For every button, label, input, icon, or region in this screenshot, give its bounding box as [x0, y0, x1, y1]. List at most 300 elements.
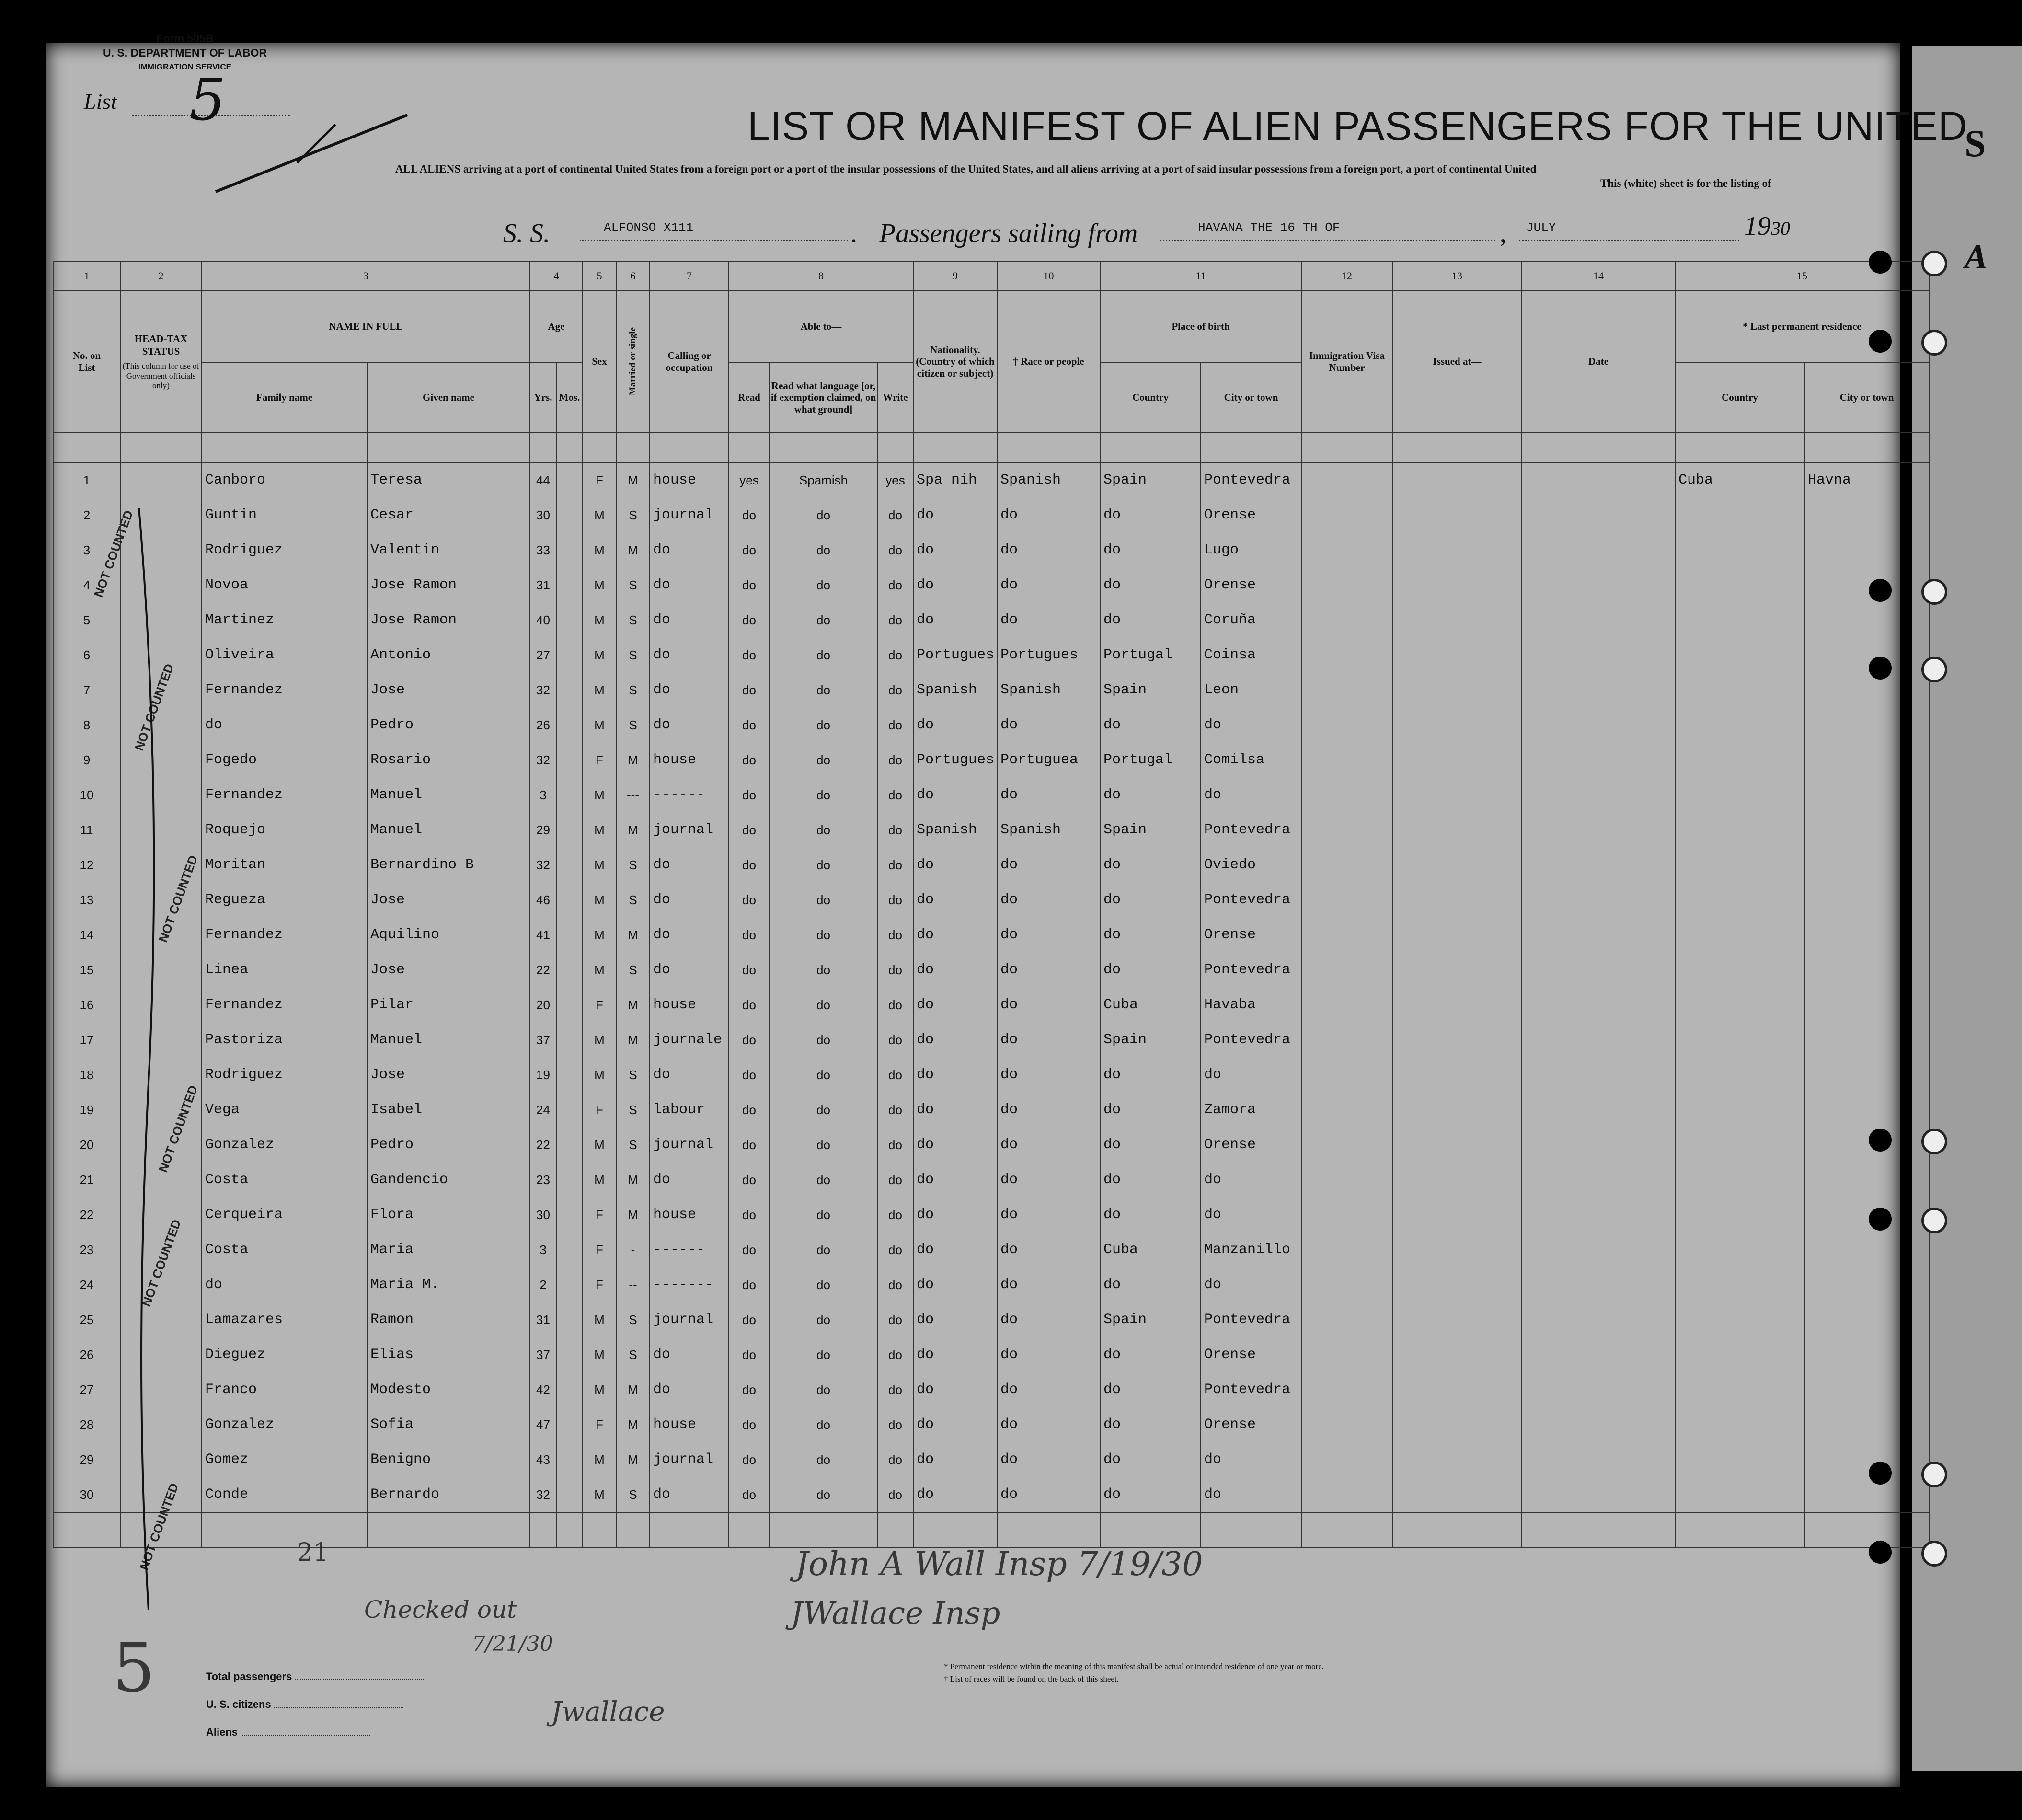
family-name: Rodriguez [202, 533, 367, 568]
can-read: do [729, 1093, 770, 1128]
age-years: 32 [530, 1477, 556, 1513]
can-write: do [877, 1233, 913, 1267]
sex: F [583, 1093, 616, 1128]
race: do [997, 1128, 1100, 1163]
birth-country: do [1100, 498, 1201, 533]
binder-ring [1921, 1208, 1947, 1233]
visa-date [1522, 1198, 1675, 1233]
column-number: 10 [997, 262, 1100, 290]
sex: F [583, 1407, 616, 1442]
visa-date [1522, 1023, 1675, 1058]
blank-cell [1201, 1513, 1301, 1547]
age-years: 47 [530, 1407, 556, 1442]
residence-city [1804, 1337, 1929, 1372]
residence-city [1804, 1128, 1929, 1163]
age-years: 23 [530, 1163, 556, 1198]
read-language: do [770, 1198, 877, 1233]
us-citizens-line [206, 1691, 424, 1718]
race: do [997, 953, 1100, 988]
race: do [997, 1198, 1100, 1233]
occupation: journal [650, 1128, 729, 1163]
not-counted-stamp: NOT COUNTED [91, 508, 136, 599]
can-write: do [877, 1407, 913, 1442]
family-name: Vega [202, 1093, 367, 1128]
age-years: 27 [530, 638, 556, 673]
binder-hole [1869, 1541, 1892, 1564]
header-race [997, 290, 1100, 433]
visa-date [1522, 1267, 1675, 1302]
birth-city: Leon [1201, 673, 1301, 708]
visa-number [1301, 918, 1392, 953]
marital-status: S [616, 883, 650, 918]
row-number: 6 [53, 638, 120, 673]
table-row [53, 1442, 1929, 1477]
visa-date [1522, 953, 1675, 988]
blank-cell [1804, 433, 1929, 462]
given-name: Maria M. [367, 1267, 530, 1302]
race: do [997, 568, 1100, 603]
table-row [53, 1337, 1929, 1372]
race: do [997, 603, 1100, 638]
nationality: do [913, 708, 997, 743]
can-read: yes [729, 462, 770, 498]
issued-at [1392, 988, 1522, 1023]
nationality: do [913, 568, 997, 603]
row-number: 24 [53, 1267, 120, 1302]
race: do [997, 498, 1100, 533]
residence-country [1675, 1058, 1804, 1093]
header-row-1 [53, 290, 1929, 362]
sex: M [583, 533, 616, 568]
can-write: do [877, 988, 913, 1023]
read-language: do [770, 1093, 877, 1128]
column-number: 15 [1675, 262, 1929, 290]
row-number: 27 [53, 1372, 120, 1407]
sex: F [583, 1267, 616, 1302]
residence-city [1804, 1233, 1929, 1267]
column-number-row [53, 262, 1929, 290]
blank-cell [53, 1513, 120, 1547]
nationality: Spa nih [913, 462, 997, 498]
footnote-races: † List of races will be found on the back of this sheet. [944, 1674, 1119, 1683]
binder-hole [1869, 1208, 1892, 1231]
issued-at [1392, 1058, 1522, 1093]
sex: M [583, 708, 616, 743]
marital-status: S [616, 1128, 650, 1163]
read-language: do [770, 1128, 877, 1163]
header-place-of-birth: Place of birth [1100, 290, 1301, 362]
table-row [53, 1302, 1929, 1337]
footnotes [944, 1660, 1324, 1685]
read-language: do [770, 988, 877, 1023]
header-text: No. on List [72, 350, 101, 373]
blank-cell [367, 1513, 530, 1547]
ss-label: S. S. [503, 219, 550, 248]
binder-ring [1921, 1541, 1947, 1567]
occupation: do [650, 568, 729, 603]
column-number: 8 [729, 262, 913, 290]
read-language: do [770, 1337, 877, 1372]
issued-at [1392, 813, 1522, 848]
list-number: 5 [189, 67, 226, 134]
residence-country [1675, 568, 1804, 603]
column-number: 9 [913, 262, 997, 290]
issued-at [1392, 673, 1522, 708]
given-name: Gandencio [367, 1163, 530, 1198]
blank-cell [997, 433, 1100, 462]
header-no-on-list [53, 290, 120, 433]
can-read: do [729, 1058, 770, 1093]
nationality: Spanish [913, 673, 997, 708]
family-name: Linea [202, 953, 367, 988]
visa-number [1301, 953, 1392, 988]
age-months [556, 918, 583, 953]
race: do [997, 918, 1100, 953]
age-years: 41 [530, 918, 556, 953]
age-years: 3 [530, 778, 556, 813]
nationality: do [913, 1093, 997, 1128]
read-language: do [770, 1233, 877, 1267]
read-language: do [770, 743, 877, 778]
visa-number [1301, 1128, 1392, 1163]
can-read: do [729, 708, 770, 743]
residence-city [1804, 1058, 1929, 1093]
binder-ring [1921, 330, 1947, 356]
given-name: Jose [367, 673, 530, 708]
occupation: house [650, 988, 729, 1023]
can-read: do [729, 1233, 770, 1267]
table-row [53, 1058, 1929, 1093]
visa-number [1301, 1267, 1392, 1302]
can-read: do [729, 1128, 770, 1163]
nationality: Spanish [913, 813, 997, 848]
family-name: Oliveira [202, 638, 367, 673]
header-name-in-full: NAME IN FULL [202, 290, 530, 362]
row-number: 28 [53, 1407, 120, 1442]
occupation: ------ [650, 1233, 729, 1267]
can-read: do [729, 1163, 770, 1198]
header-date: Date [1522, 290, 1675, 433]
separator-dot: . [850, 219, 857, 248]
family-name: do [202, 1267, 367, 1302]
issued-at [1392, 533, 1522, 568]
can-write: do [877, 1163, 913, 1198]
given-name: Pedro [367, 708, 530, 743]
blank-cell [1301, 1513, 1392, 1547]
birth-city: Orense [1201, 1128, 1301, 1163]
visa-number [1301, 638, 1392, 673]
occupation: do [650, 533, 729, 568]
blank-cell [1804, 1513, 1929, 1547]
sex: M [583, 813, 616, 848]
marital-status: -- [616, 1267, 650, 1302]
race: do [997, 1058, 1100, 1093]
occupation: ------ [650, 778, 729, 813]
age-months [556, 1163, 583, 1198]
age-years: 22 [530, 1128, 556, 1163]
occupation: do [650, 1372, 729, 1407]
birth-country: do [1100, 1407, 1201, 1442]
marital-status: - [616, 1233, 650, 1267]
age-years: 43 [530, 1442, 556, 1477]
blank-cell [616, 433, 650, 462]
row-number: 12 [53, 848, 120, 883]
race: do [997, 883, 1100, 918]
visa-number [1301, 568, 1392, 603]
family-name: Fernandez [202, 918, 367, 953]
visa-number [1301, 1442, 1392, 1477]
marital-status: M [616, 1163, 650, 1198]
issued-at [1392, 603, 1522, 638]
read-language: do [770, 533, 877, 568]
read-language: do [770, 603, 877, 638]
blank-cell [1100, 433, 1201, 462]
birth-city: do [1201, 1442, 1301, 1477]
given-name: Bernardino B [367, 848, 530, 883]
visa-date [1522, 498, 1675, 533]
age-months [556, 673, 583, 708]
race: Portugues [997, 638, 1100, 673]
given-name: Ramon [367, 1302, 530, 1337]
race: do [997, 1407, 1100, 1442]
age-months [556, 848, 583, 883]
dotted-line [295, 1679, 424, 1680]
table-row [53, 533, 1929, 568]
table-row [53, 1477, 1929, 1513]
table-row [53, 462, 1929, 498]
can-write: do [877, 708, 913, 743]
spacer-row [53, 433, 1929, 462]
age-months [556, 988, 583, 1023]
age-years: 33 [530, 533, 556, 568]
race: do [997, 1233, 1100, 1267]
total-passengers-line [206, 1663, 424, 1691]
binder-ring [1921, 579, 1947, 605]
marital-status: S [616, 673, 650, 708]
checked-out-note: Checked out [364, 1596, 517, 1624]
can-read: do [729, 953, 770, 988]
birth-country: do [1100, 1093, 1201, 1128]
header-calling [650, 290, 729, 433]
can-read: do [729, 743, 770, 778]
birth-country: do [1100, 1372, 1201, 1407]
race: Spanish [997, 813, 1100, 848]
family-name: Franco [202, 1372, 367, 1407]
nationality: do [913, 988, 997, 1023]
sex: F [583, 988, 616, 1023]
sailing-year [1744, 211, 1790, 242]
can-write: do [877, 1477, 913, 1513]
marital-status: --- [616, 778, 650, 813]
race: do [997, 533, 1100, 568]
read-language: do [770, 638, 877, 673]
given-name: Aquilino [367, 918, 530, 953]
age-months [556, 953, 583, 988]
can-write: do [877, 1302, 913, 1337]
issued-at [1392, 1442, 1522, 1477]
visa-date [1522, 1407, 1675, 1442]
can-write: do [877, 1372, 913, 1407]
residence-city [1804, 498, 1929, 533]
residence-country [1675, 708, 1804, 743]
birth-country: Spain [1100, 673, 1201, 708]
passenger-list [53, 462, 1929, 1513]
race: do [997, 1023, 1100, 1058]
header-married [616, 290, 650, 433]
column-number: 14 [1522, 262, 1675, 290]
blank-cell [877, 1513, 913, 1547]
family-name: Moritan [202, 848, 367, 883]
marital-status: M [616, 988, 650, 1023]
can-read: do [729, 638, 770, 673]
blank-cell [913, 433, 997, 462]
age-months [556, 462, 583, 498]
age-years: 3 [530, 1233, 556, 1267]
residence-country [1675, 778, 1804, 813]
age-months [556, 1442, 583, 1477]
column-number: 12 [1301, 262, 1392, 290]
visa-number [1301, 883, 1392, 918]
manifest-table [53, 261, 1930, 1548]
race: do [997, 988, 1100, 1023]
residence-city [1804, 603, 1929, 638]
header-age: Age [530, 290, 583, 362]
occupation: house [650, 743, 729, 778]
read-language: do [770, 1302, 877, 1337]
birth-city: Oviedo [1201, 848, 1301, 883]
age-months [556, 1128, 583, 1163]
read-language: do [770, 953, 877, 988]
nationality: do [913, 1302, 997, 1337]
residence-country [1675, 1163, 1804, 1198]
column-number: 3 [202, 262, 530, 290]
can-read: do [729, 1198, 770, 1233]
family-name: Fernandez [202, 673, 367, 708]
blank-cell [913, 1513, 997, 1547]
given-name: Rosario [367, 743, 530, 778]
family-name: Roquejo [202, 813, 367, 848]
blank-cell [556, 1513, 583, 1547]
column-number: 2 [120, 262, 202, 290]
issued-at [1392, 1128, 1522, 1163]
nationality: do [913, 778, 997, 813]
family-name: Gonzalez [202, 1407, 367, 1442]
blank-cell [120, 433, 202, 462]
column-number: 13 [1392, 262, 1522, 290]
sex: M [583, 498, 616, 533]
age-months [556, 778, 583, 813]
birth-country: Spain [1100, 462, 1201, 498]
can-read: do [729, 1267, 770, 1302]
marital-status: S [616, 638, 650, 673]
nationality: do [913, 1407, 997, 1442]
nationality: do [913, 1163, 997, 1198]
sailing-from: HAVANA THE 16 TH OF [1198, 220, 1340, 235]
given-name: Jose Ramon [367, 568, 530, 603]
given-name: Elias [367, 1337, 530, 1372]
header-country: Country [1100, 362, 1201, 433]
can-write: do [877, 533, 913, 568]
nationality: do [913, 953, 997, 988]
visa-date [1522, 1372, 1675, 1407]
age-months [556, 813, 583, 848]
adjacent-sheet-letter: A [1965, 238, 1988, 276]
visa-number [1301, 462, 1392, 498]
birth-city: do [1201, 1163, 1301, 1198]
sex: M [583, 953, 616, 988]
margin-count: 21 [297, 1538, 329, 1567]
nationality: do [913, 1372, 997, 1407]
row-number: 10 [53, 778, 120, 813]
sailing-label: Passengers sailing from [879, 219, 1138, 248]
marital-status: M [616, 462, 650, 498]
family-name: Fernandez [202, 778, 367, 813]
table-row [53, 778, 1929, 813]
birth-city: Zamora [1201, 1093, 1301, 1128]
table-row [53, 918, 1929, 953]
given-name: Modesto [367, 1372, 530, 1407]
given-name: Manuel [367, 1023, 530, 1058]
age-months [556, 638, 583, 673]
can-write: do [877, 1128, 913, 1163]
residence-city [1804, 708, 1929, 743]
can-write: do [877, 1058, 913, 1093]
read-language: do [770, 673, 877, 708]
residence-country [1675, 498, 1804, 533]
can-write: do [877, 1093, 913, 1128]
residence-city [1804, 743, 1929, 778]
family-name: Gomez [202, 1442, 367, 1477]
can-write: do [877, 743, 913, 778]
residence-city [1804, 1442, 1929, 1477]
can-write: do [877, 498, 913, 533]
birth-city: do [1201, 1198, 1301, 1233]
sailing-month: JULY [1526, 220, 1556, 235]
blank-cell [583, 433, 616, 462]
birth-country: do [1100, 1128, 1201, 1163]
occupation: journal [650, 813, 729, 848]
row-number: 25 [53, 1302, 120, 1337]
visa-number [1301, 1198, 1392, 1233]
marital-status: S [616, 1058, 650, 1093]
can-read: do [729, 1372, 770, 1407]
age-years: 32 [530, 743, 556, 778]
residence-city [1804, 918, 1929, 953]
birth-country: Spain [1100, 813, 1201, 848]
table-row [53, 603, 1929, 638]
residence-city [1804, 813, 1929, 848]
birth-city: Orense [1201, 568, 1301, 603]
birth-city: Pontevedra [1201, 462, 1301, 498]
blank-cell [650, 433, 729, 462]
residence-country [1675, 918, 1804, 953]
year-prefix: 19 [1744, 211, 1771, 241]
visa-date [1522, 568, 1675, 603]
marital-status: M [616, 743, 650, 778]
residence-country [1675, 1023, 1804, 1058]
header-read-language [770, 362, 877, 433]
row-number: 7 [53, 673, 120, 708]
blank-cell [997, 1513, 1100, 1547]
binder-ring [1921, 1462, 1947, 1487]
age-months [556, 1267, 583, 1302]
list-label: List [84, 89, 117, 114]
read-language: do [770, 498, 877, 533]
department-name: U. S. DEPARTMENT OF LABOR [103, 46, 267, 59]
blank-cell [729, 1513, 770, 1547]
marital-status: M [616, 813, 650, 848]
sex: F [583, 1198, 616, 1233]
